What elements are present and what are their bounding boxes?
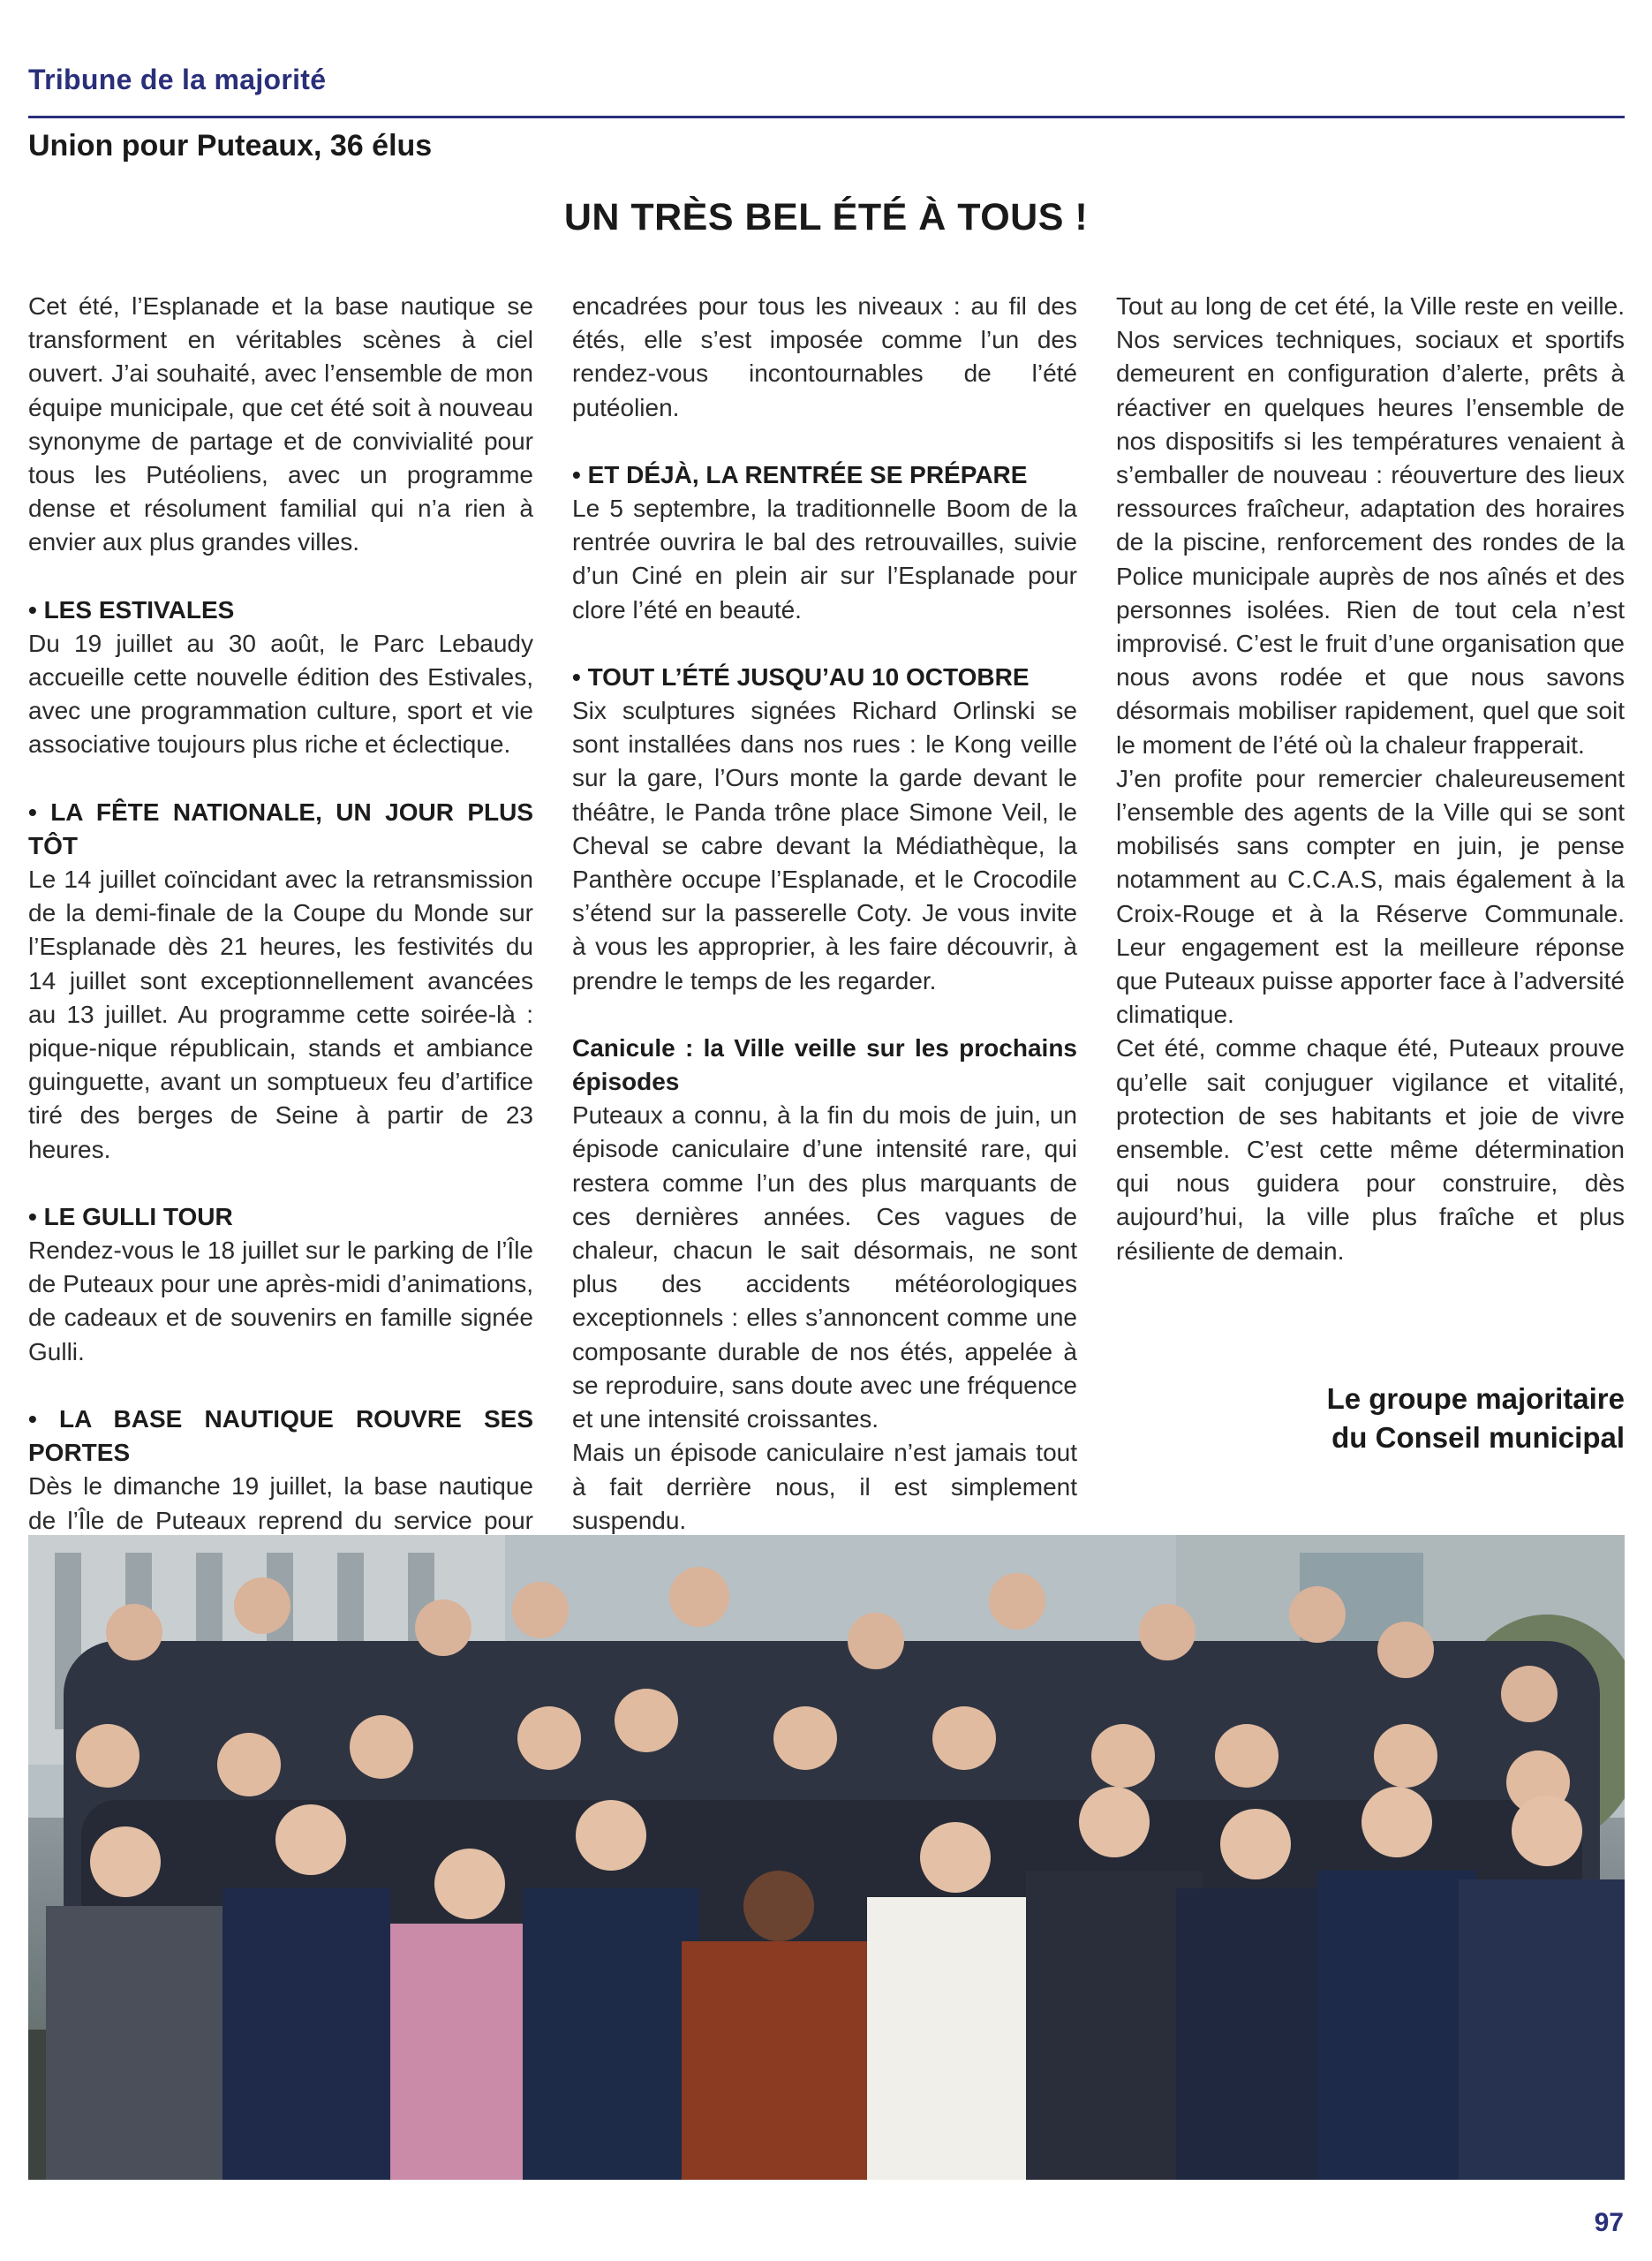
- group-name: Union pour Puteaux, 36 élus: [28, 129, 433, 163]
- article-headline: UN TRÈS BEL ÉTÉ À TOUS !: [563, 196, 1089, 238]
- article-paragraph: Le 14 juillet coïncidant avec la retransmission de la demi-finale de la Coupe du Monde sur l’Esplanade dès 21 heures, les festivités du 14 juillet sont exceptionnellement avancées au 13 juillet. Au programme cette soirée-là : pique-nique républicain, stands et ambiance guinguette, avant un somptueux feu d’artifice tiré des berges de Seine à partir de 23 heures.: [28, 866, 533, 1163]
- article-paragraph: Tout au long de cet été, la Ville reste en veille. Nos services techniques, sociaux et sportifs demeurent en configuration d’alerte, prêts à réactiver en quelques heures l’ensemble de nos dispositifs si les températures venaient à s’emballer de nouveau : réouverture des lieux ressources fraîcheur, adaptation des horaires de la piscine, renforcement des rondes de la Police municipale auprès de nos aînés et des personnes isolées. Rien de tout cela n’est improvisé. C’est le fruit d’une organisation que nous avons rodée et que nous savons désormais mobiliser rapidement, quel que soit le moment de l’été où la chaleur frapperait.: [1116, 292, 1625, 759]
- article-paragraph: Rendez-vous le 18 juillet sur le parking de l’Île de Puteaux pour une après-midi d’animations, de cadeaux et de souvenirs en famille signée Gulli.: [28, 1236, 533, 1365]
- group-photo-illustration: [28, 1535, 1625, 2180]
- article-column-1: [28, 290, 533, 1638]
- article-column-3: [1116, 290, 1625, 1268]
- signature-line: du Conseil municipal: [1331, 1421, 1625, 1454]
- subheading: • LA BASE NAUTIQUE ROUVRE SES PORTES: [28, 1404, 533, 1467]
- page-number: 97: [1594, 2208, 1624, 2237]
- article-paragraph: Mais un épisode caniculaire n’est jamais tout à fait derrière nous, il est simplement suspendu.: [572, 1439, 1077, 1534]
- article-paragraph: Le 5 septembre, la traditionnelle Boom de la rentrée ouvrira le bal des retrouvailles, suivie d’un Ciné en plein air sur l’Esplanade pour clore l’été en beauté.: [572, 495, 1077, 624]
- article-paragraph: Dès le dimanche 19 juillet, la base nautique de l’Île de Puteaux reprend du service pour: [28, 1472, 533, 1534]
- subheading: Canicule : la Ville veille sur les prochains épisodes: [572, 1033, 1077, 1096]
- article-paragraph: Cet été, comme chaque été, Puteaux prouve qu’elle sait conjuguer vigilance et vitalité, protection de ses habitants et joie de vivre ensemble. C’est cette même détermination qui nous guidera pour construire, dès aujourd’hui, la ville plus fraîche et plus résiliente de demain.: [1116, 1034, 1625, 1265]
- article-paragraph: Du 19 juillet au 30 août, le Parc Lebaudy accueille cette nouvelle édition des Estivales, avec une programmation culture, sport et vie associative toujours plus riche et éclectique.: [28, 629, 533, 759]
- article-paragraph: Six sculptures signées Richard Orlinski se sont installées dans nos rues : le Kong veille sur la gare, l’Ours monte la garde devant le théâtre, le Panda trône place Simone Veil, le Cheval se cabre devant la Médiathèque, la Panthère occupe l’Esplanade, et le Crocodile s’étend sur la passerelle Coty. Je vous invite à vous les approprier, à les faire découvrir, à prendre le temps de les regarder.: [572, 697, 1077, 994]
- subheading: • LES ESTIVALES: [28, 595, 235, 624]
- group-photo: [28, 1535, 1625, 2180]
- signature-line: Le groupe majoritaire: [1326, 1382, 1625, 1415]
- article-paragraph: Puteaux a connu, à la fin du mois de juin, un épisode caniculaire d’une intensité rare, qui restera comme l’un des plus marquants de ces dernières années. Ces vagues de chaleur, chacun le sait désormais, ne sont plus des accidents météorologiques exceptionnels : elles s’annoncent comme une composante durable de nos étés, appelée à se reproduire, sans doute avec une fréquence et une intensité croissantes.: [572, 1101, 1077, 1433]
- subheading: • ET DÉJÀ, LA RENTRÉE SE PRÉPARE: [572, 460, 1028, 488]
- signature: [1327, 1380, 1625, 1457]
- article-paragraph: J’en profite pour remercier chaleureusement l’ensemble des agents de la Ville qui se sont mobilisés sans compter en juin, je pense notamment au C.C.A.S, mais également à la Croix-Rouge et à la Réserve Communale. Leur engagement est la meilleure réponse que Puteaux puisse apporter face à l’adversité climatique.: [1116, 764, 1625, 1029]
- subheading: • LE GULLI TOUR: [28, 1202, 233, 1230]
- section-label: Tribune de la majorité: [28, 64, 327, 95]
- subheading: • LA FÊTE NATIONALE, UN JOUR PLUS TÔT: [28, 798, 533, 859]
- article-paragraph: encadrées pour tous les niveaux : au fil des étés, elle s’est imposée comme l’un des rendez-vous incontournables de l’été putéolien.: [572, 292, 1077, 421]
- header-rule: [28, 116, 1625, 118]
- article-paragraph: Cet été, l’Esplanade et la base nautique se transforment en véritables scènes à ciel ouvert. J’ai souhaité, avec l’ensemble de mon équipe municipale, que cet été soit à nouveau synonyme de partage et de convivialité pour tous les Putéoliens, avec un programme dense et résolument familial qui n’a rien à envier aux plus grandes villes.: [28, 292, 533, 556]
- article-column-2: [572, 290, 1077, 1538]
- subheading: • TOUT L’ÉTÉ JUSQU’AU 10 OCTOBRE: [572, 662, 1030, 691]
